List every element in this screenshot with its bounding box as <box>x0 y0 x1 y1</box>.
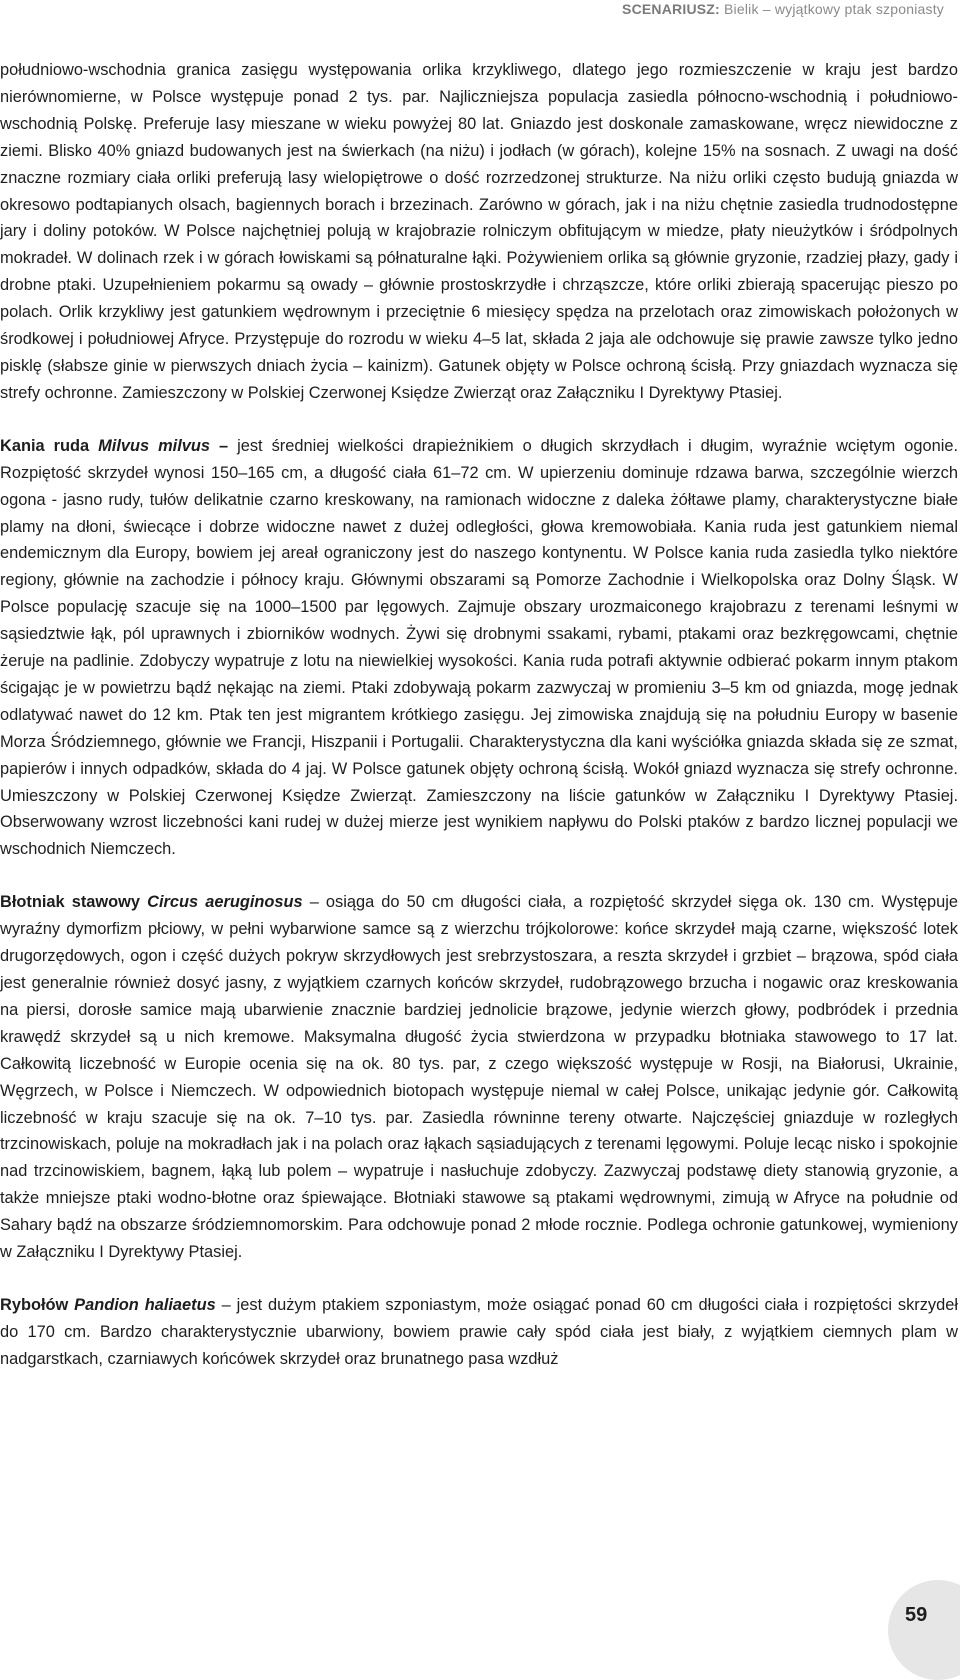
paragraph-rybolow <box>0 1292 958 1373</box>
species-latin-name: Circus aeruginosus <box>147 893 303 912</box>
page-number-tab <box>888 1580 960 1680</box>
header-label: SCENARIUSZ: <box>622 1 720 17</box>
paragraph-blotniak-stawowy <box>0 889 958 1266</box>
paragraph-text: – osiąga do 50 cm długości ciała, a rozpiętość skrzydeł sięga ok. 130 cm. Występuje wyraźny dymorfizm płciowy, w pełni wybarwione samce są z wierzchu trójkolorowe: końce skrzydeł mają czarne, większość lotek drugorzędowych, ogon i część dużych pokryw skrzydłowych jest srebrzystoszara, a reszta skrzydeł i grzbiet – brązowa, spód ciała jest generalnie również dosyć jasny, z wyjątkiem czarnych końców skrzydeł, rudobrązowego brzucha i nogawic oraz kreskowania na piersi, dorosłe samice mają ubarwienie znacznie bardziej jednolicie brązowe, jedynie wierzch głowy, podbródek i przednia krawędź skrzydeł są u nich kremowe. Maksymalna długość życia stwierdzona w przypadku błotniaka stawowego to 17 lat. Całkowitą liczebność w Europie ocenia się na ok. 80 tys. par, z czego większość występuje w Rosji, na Białorusi, Ukrainie, Węgrzech, w Polsce i Niemczech. W odpowiednich biotopach występuje niemal w całej Polsce, unikając jedynie gór. Całkowitą liczebność w kraju szacuje się na ok. 7–10 tys. par. Zasiedla równinne tereny otwarte. Najczęściej gniazduje w rozległych trzcinowiskach, poluje na mokradłach jak i na polach oraz łąkach sąsiadujących z terenami lęgowymi. Poluje lecąc nisko i spokojnie nad trzcinowiskiem, bagnem, łąką lub polem – wypatruje i nasłuchuje zdobyczy. Zazwyczaj podstawę diety stanowią gryzonie, a także mniejsze ptaki wodno-błotne oraz śpiewające. Błotniaki stawowe są ptakami wędrownymi, zimują w Afryce na południe od Sahary bądź na obszarze śródziemnomorskim. Para odchowuje ponad 2 młode rocznie. Podlega ochronie gatunkowej, wymieniony w Załączniku I Dyrektywy Ptasiej. <box>0 893 958 1262</box>
species-name: Rybołów <box>0 1295 69 1314</box>
paragraph-text: południowo-wschodnia granica zasięgu występowania orlika krzykliwego, dlatego jego rozmieszczenie w kraju jest bardzo nierównomierne, w Polsce występuje ponad 2 tys. par. Najliczniejsza populacja zasiedla północno-wschodnią i południowo-wschodnią Polskę. Preferuje lasy mieszane w wieku powyżej 80 lat. Gniazdo jest doskonale zamaskowane, wręcz niewidoczne z ziemi. Blisko 40% gniazd budowanych jest na świerkach (na niżu) i jodłach (w górach), kolejne 15% na sosnach. Z uwagi na dość znaczne rozmiary ciała orliki preferują lasy wielopiętrowe o dość rozrzedzonej strukturze. Na niżu orliki często budują gniazda w okresowo podtapianych olsach, bagiennych borach i brzezinach. Zarówno w górach, jak i na niżu chętnie zasiedla trudnodostępne jary i doliny potoków. W Polsce najchętniej polują w krajobrazie rolniczym obfitującym w miedze, płaty nieużytków i śródpolnych mokradeł. W dolinach rzek i w górach łowiskami są półnaturalne łąki. Pożywieniem orlika są głównie gryzonie, rzadziej płazy, gady i drobne ptaki. Uzupełnieniem pokarmu są owady – głównie prostoskrzydłe i chrząszcze, które orliki zbierają spacerując pieszo po polach. Orlik krzykliwy jest gatunkiem wędrownym i przeciętnie 6 miesięcy spędza na przelotach oraz zimowiskach położonych w środkowej i południowej Afryce. Przystępuje do rozrodu w wieku 4–5 lat, składa 2 jaja ale odchowuje się prawie zawsze tylko jedno pisklę (słabsze ginie w pierwszych dniach życia – kainizm). Gatunek objęty w Polsce ochroną ścisłą. Przy gniazdach wyznacza się strefy ochronne. Zamieszczony w Polskiej Czerwonej Księdze Zwierząt oraz Załączniku I Dyrektywy Ptasiej. <box>0 61 958 402</box>
article-body <box>0 57 958 1399</box>
paragraph-kania-ruda <box>0 433 958 864</box>
paragraph-orlik-continued <box>0 57 958 407</box>
header-title: Bielik – wyjątkowy ptak szponiasty <box>724 1 944 17</box>
paragraph-text: jest średniej wielkości drapieżnikiem o długich skrzydłach i długim, wyraźnie wciętym ogonie. Rozpiętość skrzydeł wynosi 150–165 cm, a długość ciała 61–72 cm. W upierzeniu dominuje rdzawa barwa, szczególnie wierzch ogona - jasno rudy, tułów delikatnie czarno kreskowany, na ramionach widoczne z daleka żółtawe plamy, charakterystyczne białe plamy na dłoni, świecące i dobrze widoczne nawet z dużej odległości, głowa kremowobiała. Kania ruda jest gatunkiem niemal endemicznym dla Europy, bowiem jej areał ograniczony jest do naszego kontynentu. W Polsce kania ruda zasiedla tylko niektóre regiony, głównie na zachodzie i północy kraju. Głównymi obszarami są Pomorze Zachodnie i Wielkopolska oraz Dolny Śląsk. W Polsce populację szacuje się na 1000–1500 par lęgowych. Zajmuje obszary urozmaiconego krajobrazu z terenami leśnymi w sąsiedztwie łąk, pól uprawnych i zbiorników wodnych. Żywi się drobnymi ssakami, rybami, ptakami oraz bezkręgowcami, chętnie żeruje na padlinie. Zdobyczy wypatruje z lotu na niewielkiej wysokości. Kania ruda potrafi aktywnie odbierać pokarm innym ptakom ścigając je w powietrzu bądź nękając na ziemi. Ptaki zdobywają pokarm zazwyczaj w promieniu 3–5 km od gniazda, mogę jednak odlatywać nawet do 12 km. Ptak ten jest migrantem krótkiego zasięgu. Jej zimowiska znajdują się na południu Europy w basenie Morza Śródziemnego, głównie we Francji, Hiszpanii i Portugalii. Charakterystyczna dla kani wyściółka gniazda składa się ze szmat, papierów i innych odpadków, składa do 4 jaj. W Polsce gatunek objęty ochroną ścisłą. Wokół gniazd wyznacza się strefy ochronne. Umieszczony w Polskiej Czerwonej Księdze Zwierząt. Zamieszczony na liście gatunków w Załączniku I Dyrektywy Ptasiej. Obserwowany wzrost liczebności kani rudej w dużej mierze jest wynikiem napływu do Polski ptaków z bardzo licznej populacji we wschodnich Niemczech. <box>0 436 959 859</box>
species-dash: – <box>210 436 229 455</box>
running-header <box>622 0 944 18</box>
paragraph-text: – jest dużym ptakiem szponiastym, może osiągać ponad 60 cm długości ciała i rozpiętości skrzydeł do 170 cm. Bardzo charakterystycznie ubarwiony, bowiem prawie cały spód ciała jest biały, z wyjątkiem ciemnych plam w nadgarstkach, czarniawych końcówek skrzydeł oraz brunatnego pasa wzdłuż <box>0 1295 958 1368</box>
page-number: 59 <box>905 1604 928 1626</box>
species-latin-name: Milvus milvus <box>98 436 211 455</box>
species-latin-name: Pandion haliaetus <box>74 1295 216 1314</box>
species-name: Kania ruda <box>0 436 90 455</box>
species-name: Błotniak stawowy <box>0 893 141 912</box>
